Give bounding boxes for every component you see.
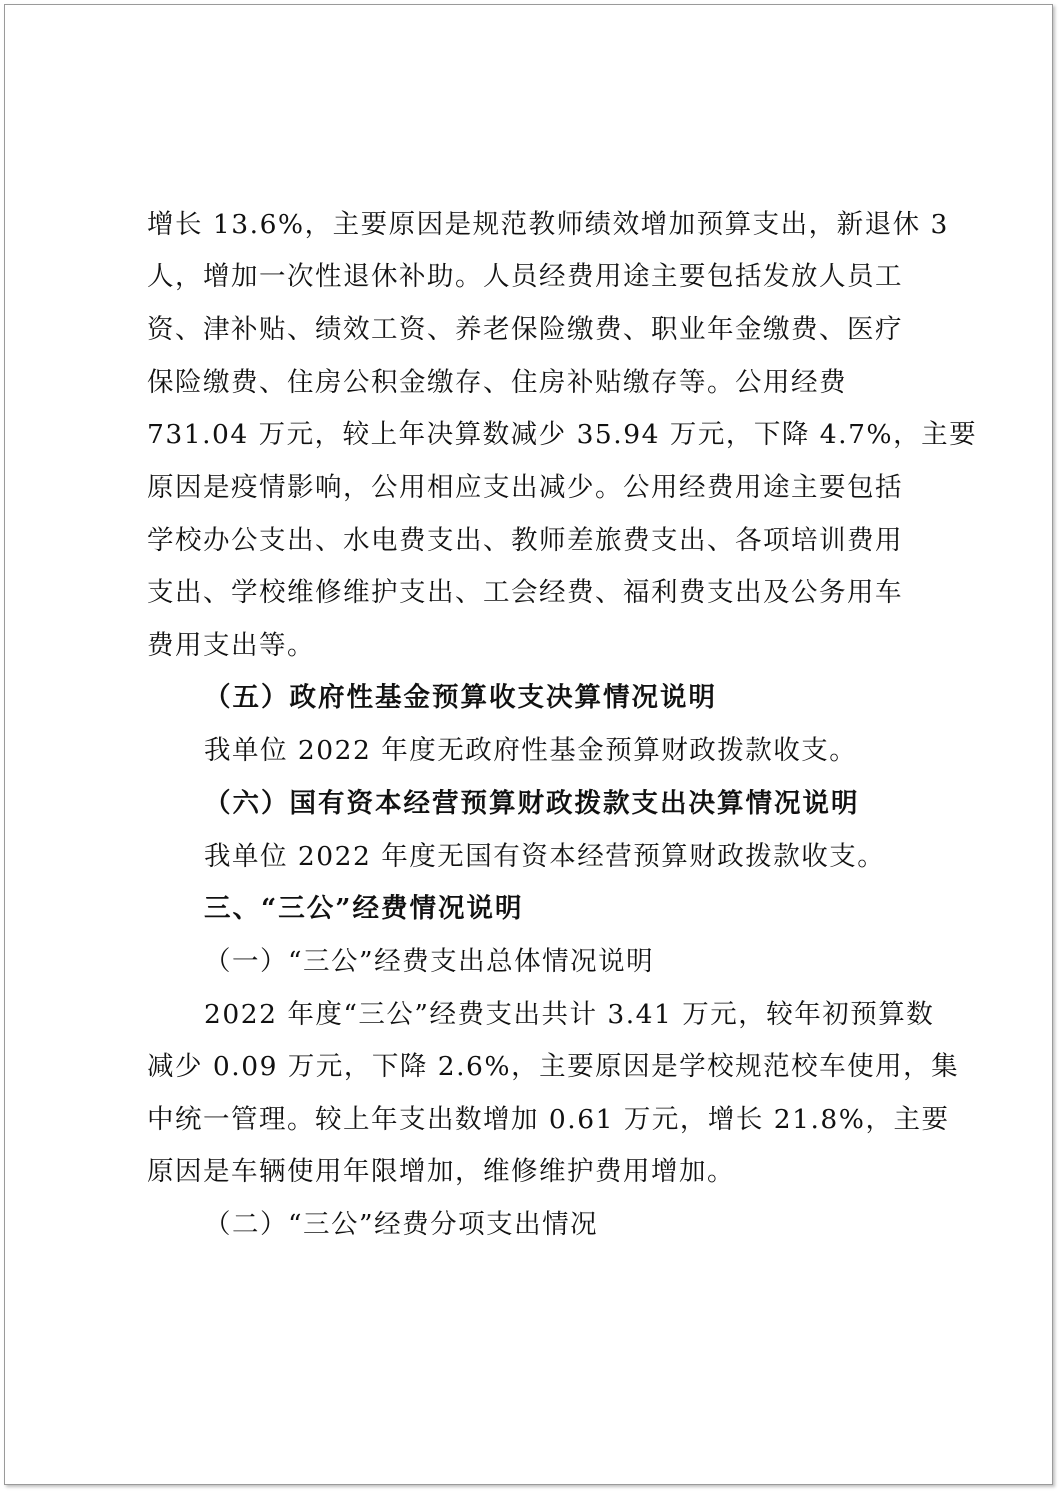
body-text-line: 资、津补贴、绩效工资、养老保险缴费、职业年金缴费、医疗 xyxy=(147,314,903,345)
section-heading-6: （六）国有资本经营预算财政拨款支出决算情况说明 xyxy=(204,788,860,819)
section-3-heading: 三、“三公”经费情况说明 xyxy=(204,893,524,924)
body-text-line: 731.04 万元，较上年决算数减少 35.94 万元，下降 4.7%，主要 xyxy=(147,419,978,450)
body-text-line: 支出、学校维修维护支出、工会经费、福利费支出及公务用车 xyxy=(147,577,903,608)
body-text-line: 费用支出等。 xyxy=(147,630,315,661)
body-text-line: 原因是车辆使用年限增加，维修维护费用增加。 xyxy=(147,1156,735,1187)
body-text-line: 我单位 2022 年度无国有资本经营预算财政拨款收支。 xyxy=(204,841,886,872)
body-text-line: 保险缴费、住房公积金缴存、住房补贴缴存等。公用经费 xyxy=(147,367,847,398)
body-text-line: 学校办公支出、水电费支出、教师差旅费支出、各项培训费用 xyxy=(147,525,903,556)
sub-heading-1: （一）“三公”经费支出总体情况说明 xyxy=(204,946,655,977)
body-text-line: 减少 0.09 万元，下降 2.6%，主要原因是学校规范校车使用，集 xyxy=(147,1051,960,1082)
body-text-line: 我单位 2022 年度无政府性基金预算财政拨款收支。 xyxy=(204,735,858,766)
section-heading-5: （五）政府性基金预算收支决算情况说明 xyxy=(204,682,717,713)
body-text-line: 中统一管理。较上年支出数增加 0.61 万元，增长 21.8%，主要 xyxy=(147,1104,950,1135)
body-text-line: 原因是疫情影响，公用相应支出减少。公用经费用途主要包括 xyxy=(147,472,903,503)
body-text-line: 增长 13.6%，主要原因是规范教师绩效增加预算支出，新退休 3 xyxy=(147,209,949,240)
sub-heading-2: （二）“三公”经费分项支出情况 xyxy=(204,1209,599,1240)
body-text-line: 人，增加一次性退休补助。人员经费用途主要包括发放人员工 xyxy=(147,261,903,292)
body-text-line: 2022 年度“三公”经费支出共计 3.41 万元，较年初预算数 xyxy=(204,999,935,1030)
